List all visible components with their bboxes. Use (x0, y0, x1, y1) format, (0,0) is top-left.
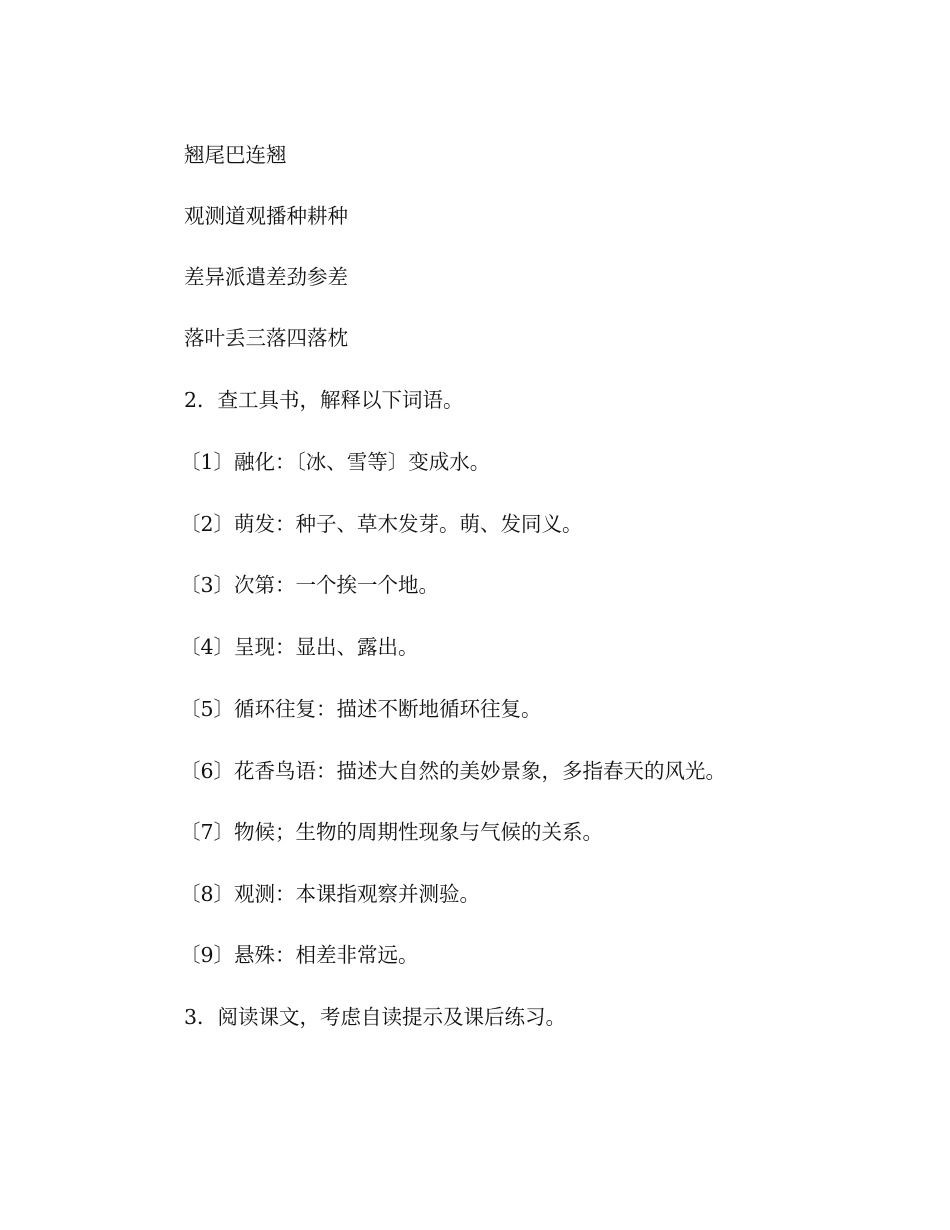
definition-item-5: 〔5〕循环往复：描述不断地循环往复。 (180, 697, 542, 721)
definition-item-7: 〔7〕物候；生物的周期性现象与气候的关系。 (180, 820, 604, 844)
definition-item-3: 〔3〕次第：一个挨一个地。 (180, 573, 440, 597)
definition-item-4: 〔4〕呈现：显出、露出。 (180, 635, 419, 659)
definition-item-1: 〔1〕融化：〔冰、雪等〕变成水。 (180, 450, 491, 474)
definition-item-9: 〔9〕悬殊：相差非常远。 (180, 943, 419, 967)
text-line-4: 落叶丢三落四落枕 (184, 326, 348, 350)
text-line-2: 观测道观播种耕种 (184, 204, 348, 228)
section-heading-3: 3．阅读课文，考虑自读提示及课后练习。 (184, 1005, 567, 1029)
definition-item-6: 〔6〕花香鸟语：描述大自然的美妙景象，多指春天的风光。 (180, 759, 727, 783)
definition-item-2: 〔2〕萌发：种子、草木发芽。萌、发同义。 (180, 512, 583, 536)
text-line-1: 翘尾巴连翘 (184, 143, 287, 167)
section-heading-2: 2．查工具书，解释以下词语。 (184, 388, 464, 412)
definition-item-8: 〔8〕观测：本课指观察并测验。 (180, 882, 481, 906)
text-line-3: 差异派遣差劲参差 (184, 265, 348, 289)
